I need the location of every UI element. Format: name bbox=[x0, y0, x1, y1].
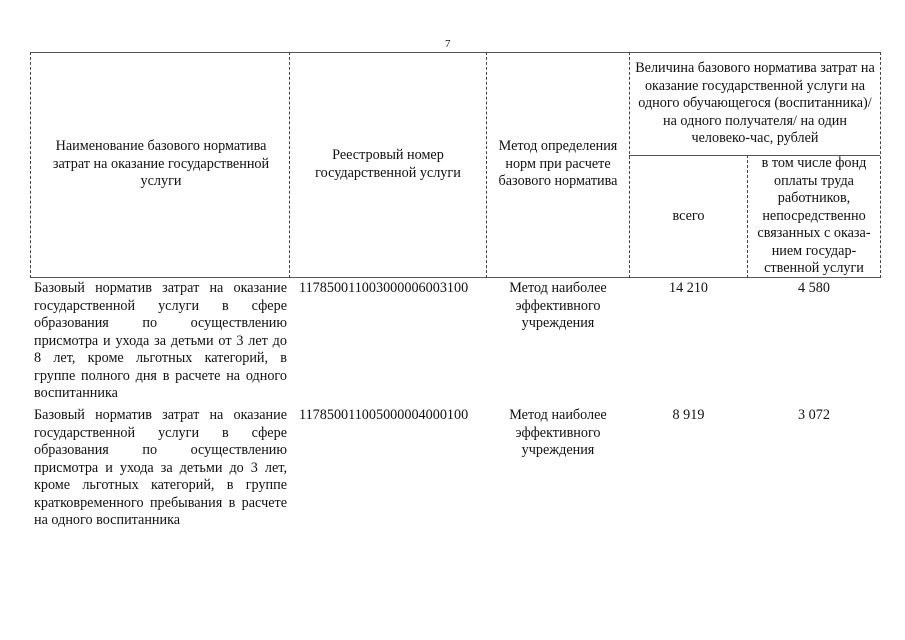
header-total: всего bbox=[672, 207, 705, 224]
col-divider-1 bbox=[289, 52, 290, 278]
row-payroll: 3 072 bbox=[798, 407, 830, 423]
row-registry-number: 117850011003000006003100 bbox=[299, 280, 469, 296]
col-divider-4 bbox=[747, 155, 748, 278]
row-registry-number: 117850011005000004000100 bbox=[299, 407, 469, 423]
row-method: Метод наиболее эффективного учреждения bbox=[509, 407, 607, 458]
col-divider-2 bbox=[486, 52, 487, 278]
row-method: Метод наиболее эффективного учреждения bbox=[509, 280, 607, 331]
header-payroll: в том числе фонд оплаты труда работников, непосредственно связанных с оказа-нием государ-ственной услуги bbox=[757, 155, 871, 277]
header-value-group: Величина базового норматива затрат на оказание государственной услуги на одного обучающегося (воспитанника)/ на одного получателя/ на один человеко-час, рублей bbox=[635, 60, 875, 147]
row-payroll: 4 580 bbox=[798, 280, 830, 296]
row-name: Базовый норматив затрат на оказание государственной услуги в сфере образования по осуществлению присмотра и ухода за детьми до 3 лет, кроме льготных категорий, в группе кратковременного пребывания в расчете на одного воспитанника bbox=[34, 407, 287, 528]
header-method: Метод определения норм при расчете базового норматива bbox=[498, 138, 618, 190]
page-number: 7 bbox=[445, 38, 451, 50]
header-registry-number: Реестровый номер государственной услуги bbox=[315, 147, 461, 181]
row-name: Базовый норматив затрат на оказание государственной услуги в сфере образования по осуществлению присмотра и ухода за детьми от 3 лет до 8 лет, кроме льготных категорий, в группе полного дня в расчете на одного воспитанника bbox=[34, 280, 287, 401]
row-total: 14 210 bbox=[668, 280, 708, 296]
table-left-border bbox=[30, 52, 31, 278]
table-right-border bbox=[880, 52, 881, 278]
row-total: 8 919 bbox=[672, 407, 705, 423]
header-name: Наименование базового норматива затрат на оказание государственной услуги bbox=[52, 138, 270, 190]
